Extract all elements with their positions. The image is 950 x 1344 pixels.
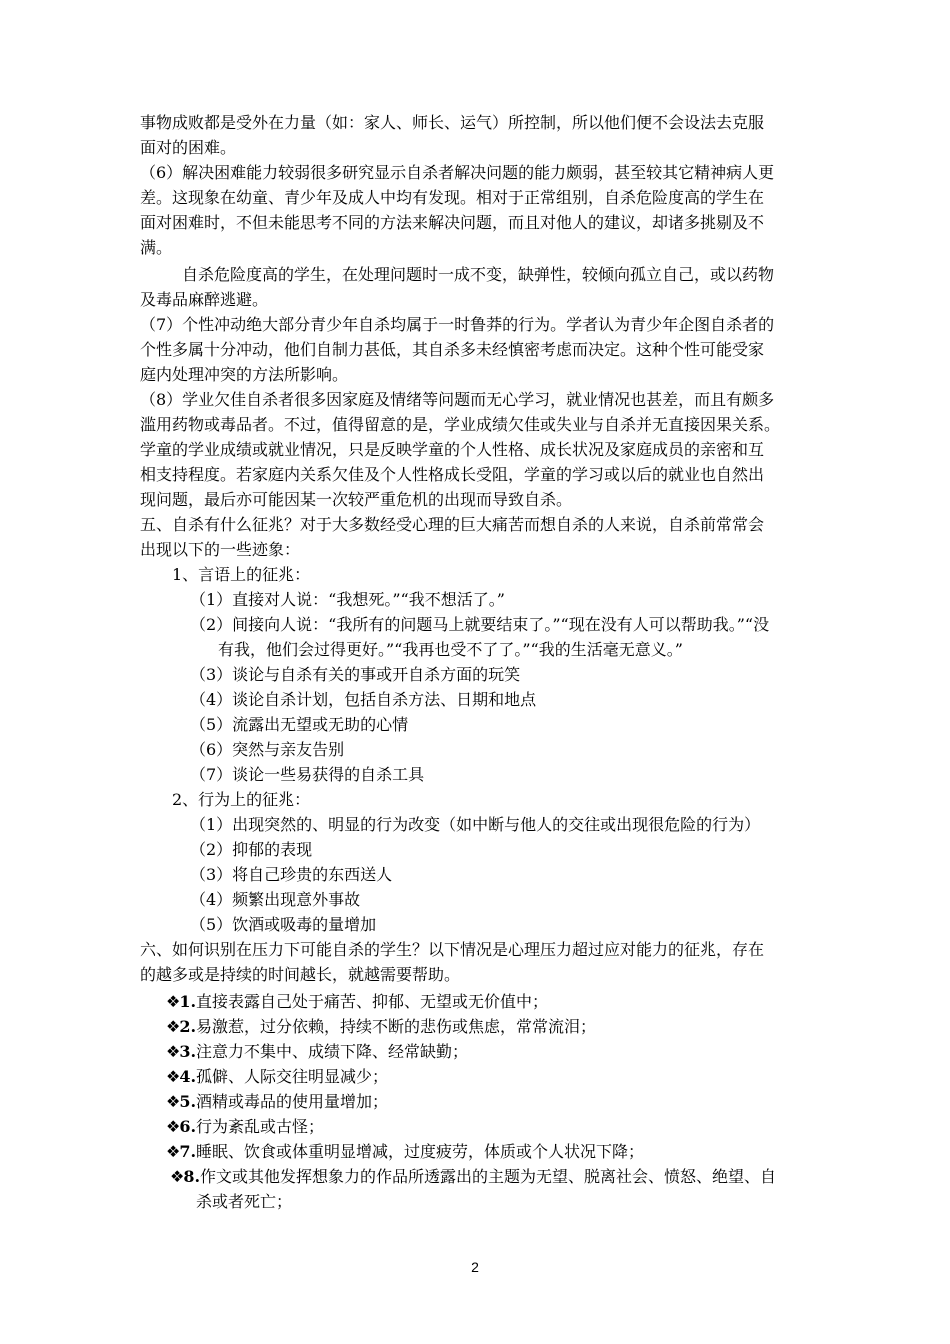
list-item: （1）直接对人说：“我想死。”“我不想活了。” xyxy=(190,590,505,609)
text-line: 满。 xyxy=(140,238,173,257)
bullet-text: 孤僻、人际交往明显减少； xyxy=(196,1067,389,1086)
subsection-heading: 2、行为上的征兆： xyxy=(172,790,311,809)
text-line: （7）个性冲动绝大部分青少年自杀均属于一时鲁莽的行为。学者认为青少年企图自杀者的 xyxy=(140,315,775,334)
bullet-text: 作文或其他发挥想象力的作品所透露出的主题为无望、脱离社会、愤怒、绝望、自 xyxy=(200,1167,777,1186)
bullet-text: 注意力不集中、成绩下降、经常缺勤； xyxy=(196,1042,469,1061)
diamond-bullet-icon: ❖ xyxy=(166,1042,180,1061)
bullet-text: 易激惹，过分依赖，持续不断的悲伤或焦虑，常常流泪； xyxy=(196,1017,597,1036)
bullet-number: 7. xyxy=(179,1142,197,1161)
list-item: （4）谈论自杀计划，包括自杀方法、日期和地点 xyxy=(190,690,537,709)
list-item: （1）出现突然的、明显的行为改变（如中断与他人的交往或出现很危险的行为） xyxy=(190,815,761,834)
bullet-text: 行为紊乱或古怪； xyxy=(196,1117,325,1136)
diamond-bullet-icon: ❖ xyxy=(166,992,180,1011)
list-item: （3）谈论与自杀有关的事或开自杀方面的玩笑 xyxy=(190,665,521,684)
text-line: 学童的学业成绩或就业情况，只是反映学童的个人性格、成长状况及家庭成员的亲密和互 xyxy=(140,440,765,459)
bullet-item xyxy=(166,1089,388,1114)
bullet-item-continuation: 杀或者死亡； xyxy=(196,1192,293,1211)
text-line: 差。这现象在幼童、青少年及成人中均有发现。相对于正常组别，自杀危险度高的学生在 xyxy=(140,188,765,207)
list-item: （3）将自己珍贵的东西送人 xyxy=(190,865,393,884)
list-item: （5）流露出无望或无助的心情 xyxy=(190,715,409,734)
list-item: （5）饮酒或吸毒的量增加 xyxy=(190,915,377,934)
bullet-item xyxy=(166,1064,388,1089)
text-line: 的越多或是持续的时间越长，就越需要帮助。 xyxy=(140,965,461,984)
text-line: 及毒品麻醉逃避。 xyxy=(140,290,269,309)
section-heading: 六、如何识别在压力下可能自杀的学生？以下情况是心理压力超过应对能力的征兆，存在 xyxy=(140,940,765,959)
bullet-number: 8. xyxy=(183,1167,201,1186)
bullet-text: 直接表露自己处于痛苦、抑郁、无望或无价值中； xyxy=(196,992,549,1011)
text-line: 面对困难时，不但未能思考不同的方法来解决问题，而且对他人的建议，却诸多挑剔及不 xyxy=(140,213,765,232)
bullet-item xyxy=(166,1114,324,1139)
bullet-text: 酒精或毒品的使用量增加； xyxy=(196,1092,389,1111)
text-line: （8）学业欠佳自杀者很多因家庭及情绪等问题而无心学习，就业情况也甚差，而且有颇多 xyxy=(140,390,775,409)
text-line: 自杀危险度高的学生，在处理问题时一成不变，缺弹性，较倾向孤立自己，或以药物 xyxy=(182,265,775,284)
list-item: （7）谈论一些易获得的自杀工具 xyxy=(190,765,425,784)
list-item: （6）突然与亲友告别 xyxy=(190,740,345,759)
bullet-number: 1. xyxy=(179,992,197,1011)
bullet-item xyxy=(166,1014,596,1039)
list-item: （2）间接向人说：“我所有的问题马上就要结束了。”“现在没有人可以帮助我。”“没 xyxy=(190,615,770,634)
bullet-number: 3. xyxy=(179,1042,197,1061)
list-item-continuation: 有我，他们会过得更好。”“我再也受不了了。”“我的生活毫无意义。” xyxy=(218,640,683,659)
list-item: （2）抑郁的表现 xyxy=(190,840,313,859)
text-line: 庭内处理冲突的方法所影响。 xyxy=(140,365,349,384)
bullet-number: 2. xyxy=(179,1017,197,1036)
text-line: 事物成败都是受外在力量（如：家人、师长、运气）所控制，所以他们便不会设法去克服 xyxy=(140,113,765,132)
bullet-item xyxy=(166,989,548,1014)
diamond-bullet-icon: ❖ xyxy=(170,1167,184,1186)
diamond-bullet-icon: ❖ xyxy=(166,1142,180,1161)
page-number: 2 xyxy=(471,1259,479,1275)
section-heading: 五、自杀有什么征兆？对于大多数经受心理的巨大痛苦而想自杀的人来说，自杀前常常会 xyxy=(140,515,765,534)
bullet-item xyxy=(170,1164,776,1189)
text-line: 个性多属十分冲动，他们自制力甚低，其自杀多未经慎密考虑而决定。这种个性可能受家 xyxy=(140,340,765,359)
bullet-item xyxy=(166,1039,468,1064)
bullet-number: 6. xyxy=(179,1117,197,1136)
text-line: 滥用药物或毒品者。不过，值得留意的是，学业成绩欠佳或失业与自杀并无直接因果关系。 xyxy=(140,415,781,434)
list-item: （4）频繁出现意外事故 xyxy=(190,890,361,909)
bullet-number: 5. xyxy=(179,1092,197,1111)
diamond-bullet-icon: ❖ xyxy=(166,1017,180,1036)
text-line: （6）解决困难能力较弱很多研究显示自杀者解决问题的能力颇弱，甚至较其它精神病人更 xyxy=(140,163,775,182)
text-line: 相支持程度。若家庭内关系欠佳及个人性格成长受阻，学童的学习或以后的就业也自然出 xyxy=(140,465,765,484)
subsection-heading: 1、言语上的征兆： xyxy=(172,565,311,584)
text-line: 出现以下的一些迹象： xyxy=(140,540,301,559)
bullet-item xyxy=(166,1139,644,1164)
diamond-bullet-icon: ❖ xyxy=(166,1067,180,1086)
bullet-number: 4. xyxy=(179,1067,197,1086)
text-line: 面对的困难。 xyxy=(140,138,237,157)
diamond-bullet-icon: ❖ xyxy=(166,1092,180,1111)
bullet-text: 睡眠、饮食或体重明显增减，过度疲劳，体质或个人状况下降； xyxy=(196,1142,645,1161)
text-line: 现问题，最后亦可能因某一次较严重危机的出现而导致自杀。 xyxy=(140,490,573,509)
diamond-bullet-icon: ❖ xyxy=(166,1117,180,1136)
